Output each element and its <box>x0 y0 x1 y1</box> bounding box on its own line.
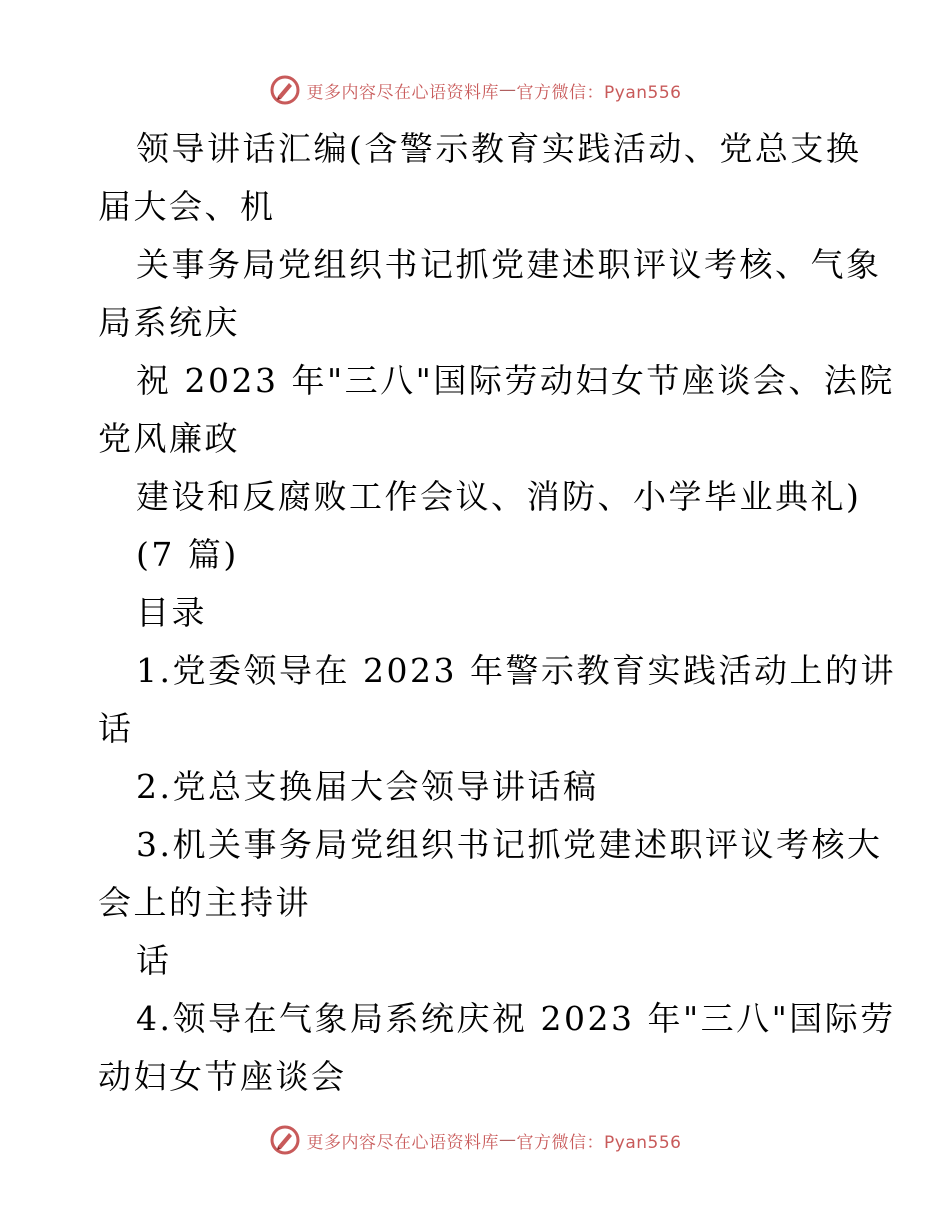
watermark-text: 更多内容尽在心语资料库 <box>306 1132 500 1153</box>
watermark-contact: 官方微信：Pyan556 <box>516 82 682 103</box>
title-line-1: 领导讲话汇编(含警示教育实践活动、党总支换 <box>136 129 862 168</box>
title-line-2: 届大会、机 <box>98 187 276 226</box>
pen-quill-logo-icon <box>269 74 301 106</box>
toc-item-3: 3.机关事务局党组织书记抓党建述职评议考核大 <box>136 825 883 864</box>
title-line-3: 关事务局党组织书记抓党建述职评议考核、气象 <box>136 245 882 284</box>
title-line-5: 祝 2023 年"三八"国际劳动妇女节座谈会、法院 <box>136 361 895 400</box>
document-body <box>98 120 896 1106</box>
watermark-text: 更多内容尽在心语资料库 <box>306 82 500 103</box>
footer-watermark <box>0 1120 950 1160</box>
header-watermark <box>0 70 950 110</box>
toc-item-1: 1.党委领导在 2023 年警示教育实践活动上的讲 <box>136 651 896 690</box>
title-line-6: 党风廉政 <box>98 419 240 458</box>
toc-item-2: 2.党总支换届大会领导讲话稿 <box>136 767 599 806</box>
toc-item-3-cont-2: 话 <box>136 941 172 980</box>
title-line-7: 建设和反腐败工作会议、消防、小学毕业典礼) <box>136 477 862 516</box>
toc-item-1-cont: 话 <box>98 709 134 748</box>
title-line-8: (7 篇) <box>136 535 239 574</box>
watermark-separator: — <box>499 80 517 100</box>
watermark-separator: — <box>499 1130 517 1150</box>
toc-item-4: 4.领导在气象局系统庆祝 2023 年"三八"国际劳 <box>136 999 896 1038</box>
toc-heading: 目录 <box>136 593 207 632</box>
pen-quill-logo-icon <box>269 1124 301 1156</box>
title-line-4: 局系统庆 <box>98 303 240 342</box>
toc-item-3-cont: 会上的主持讲 <box>98 883 311 922</box>
toc-item-4-cont: 动妇女节座谈会 <box>98 1057 347 1096</box>
watermark-contact: 官方微信：Pyan556 <box>516 1132 682 1153</box>
